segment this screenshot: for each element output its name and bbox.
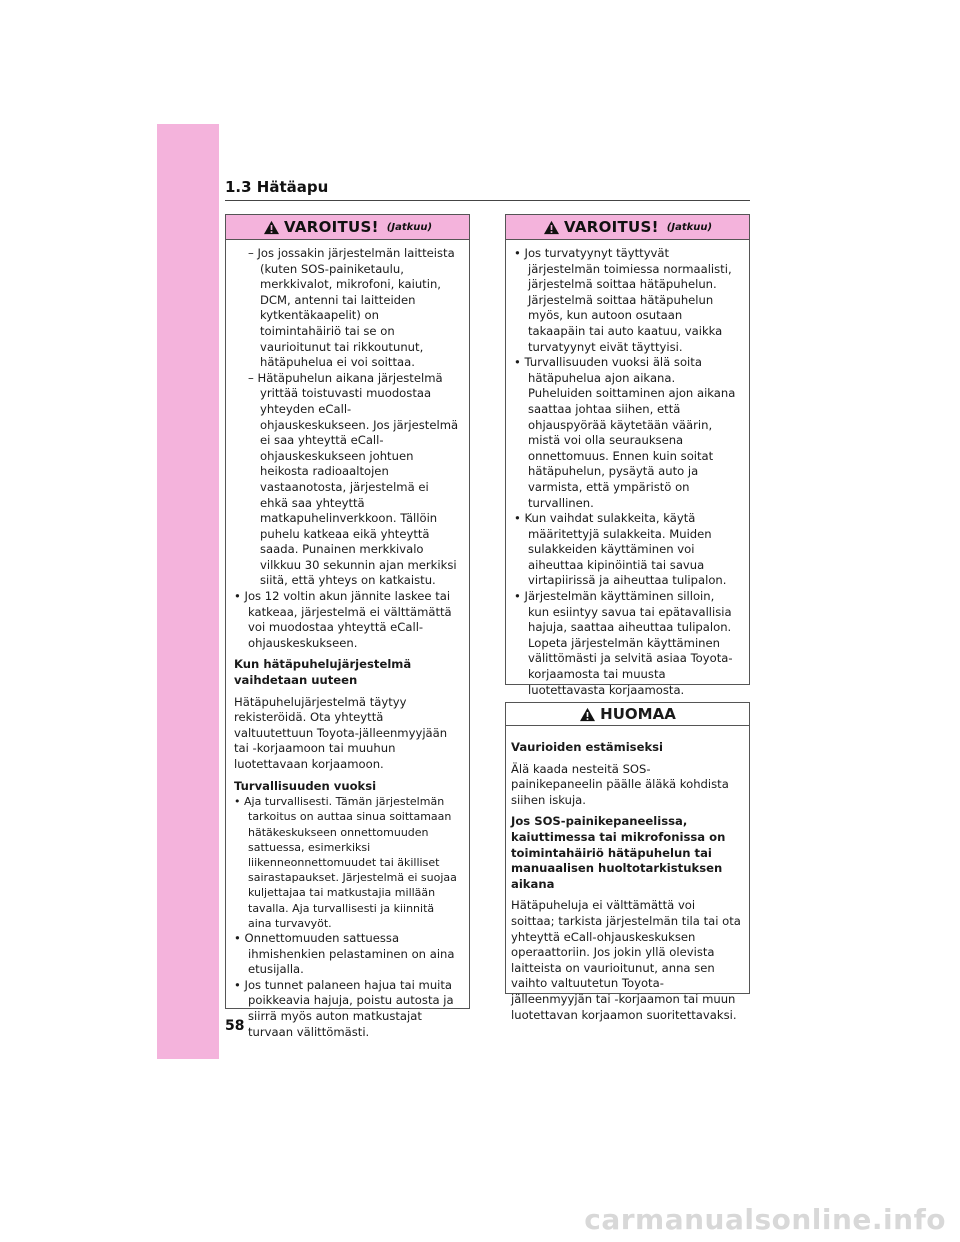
bullet-item: • Jos tunnet palaneen hajua tai muita poikkeavia hajuja, poistu autosta ja siirrä myös auton matkustajat turvaan välittömästi. xyxy=(234,977,454,1039)
bullet-item: • Järjestelmän käyttäminen silloin, kun esiintyy savua tai epätavallisia hajuja, saattaa aiheuttaa tulipalon. Lopeta järjestelmän käyttäminen välittömästi ja selvitä asiaa Toyota-korjaamosta tai muusta luotettavasta korjaamosta. xyxy=(514,589,733,697)
warning-title: VAROITUS! xyxy=(563,218,659,236)
warning-title: VAROITUS! xyxy=(283,218,379,236)
subheading: Kun hätäpuhelujärjestelmä vaihdetaan uuteen xyxy=(234,657,412,688)
paragraph: Älä kaada nesteitä SOS-painikepaneelin päälle äläkä kohdista siihen iskuja. xyxy=(511,761,729,807)
bullet-item: • Onnettomuuden sattuessa ihmishenkien pelastaminen on aina etusijalla. xyxy=(234,931,455,977)
bullet-item: • Jos turvatyynyt täyttyvät järjestelmän toimiessa normaalisti, järjestelmä soittaa hätäpuhelun. Järjestelmä soittaa hätäpuhelun myös, kun autoon osutaan takaapäin tai auto kaatuu, vaikka turvatyynyt eivät täyttyisi. xyxy=(514,246,732,354)
notice-body xyxy=(506,726,749,1031)
notice-box-header xyxy=(506,703,749,726)
subheading: Jos SOS-painikepaneelissa, kaiuttimessa tai mikrofonissa on toimintahäiriö hätäpuhelun tai manuaalisen huoltotarkistuksen aikana xyxy=(511,814,726,891)
warning-body xyxy=(226,240,469,1048)
caution-triangle-icon xyxy=(579,707,596,722)
warning-triangle-icon xyxy=(263,220,280,235)
dash-item: – Hätäpuhelun aikana järjestelmä yrittää toistuvasti muodostaa yhteyden eCall-ohjauskeskukseen. Jos järjestelmä ei saa yhteyttä eCall-ohjauskeskukseen johtuen heikosta radioaaltojen vastaanotosta, järjestelmä ei ehkä saa yhteyttä matkapuhelinverkkoon. Tällöin puhelu katkeaa eikä yhteyttä saada. Punainen merkkivalo vilkkuu 30 sekunnin ajan merkiksi siitä, että yhteys on katkaistu. xyxy=(248,370,459,588)
dash-item: – Jos jossakin järjestelmän laitteista (kuten SOS-painiketaulu, merkkivalot, mikrofoni, kaiutin, DCM, antenni tai laitteiden kytkentäkaapelit) on toimintahäiriö tai se on vaurioitunut tai rikkoutunut, hätäpuhelua ei voi soittaa. xyxy=(248,246,455,370)
warning-box-header xyxy=(226,215,469,240)
bullet-item: • Aja turvallisesti. Tämän järjestelmän tarkoitus on auttaa sinua soittamaan hätäkeskukseen onnettomuuden sattuessa, esimerkiksi liikenneonnettomuudet tai äkilliset sairastapaukset. Järjestelmä ei suojaa kuljettajaa tai matkustajia millään tavalla. Aja turvallisesti ja kiinnitä aina turvavyöt. xyxy=(234,795,457,930)
section-header: 1.3 Hätäapu xyxy=(225,178,750,201)
watermark: carmanualsonline.info xyxy=(584,1203,946,1236)
continued-label: (Jatkuu) xyxy=(386,221,433,233)
notice-box xyxy=(505,702,750,1022)
warning-body xyxy=(506,240,749,706)
page-number: 58 xyxy=(225,1018,245,1034)
warning-box-header xyxy=(506,215,749,240)
bullet-item: • Jos 12 voltin akun jännite laskee tai katkeaa, järjestelmä ei välttämättä voi muodostaa yhteyttä eCall-ohjauskeskukseen. xyxy=(234,589,452,650)
subheading: Vaurioiden estämiseksi xyxy=(511,740,664,754)
warning-triangle-icon xyxy=(543,220,560,235)
paragraph: Hätäpuheluja ei välttämättä voi soittaa; tarkista järjestelmän tila tai ota yhteyttä eCall-ohjauskeskuksen operaattoriin. Jos jokin yllä olevista laitteista on vaurioitunut, anna sen vaihto valtuutetun Toyota-jälleenmyyjän tai -korjaamon tai muun luotettavan korjaamon suoritettavaksi. xyxy=(511,898,741,1022)
subheading: Turvallisuuden vuoksi xyxy=(234,778,377,793)
paragraph: Hätäpuhelujärjestelmä täytyy rekisteröidä. Ota yhteyttä valtuutettuun Toyota-jälleenmyyjään tai -korjaamoon tai muuhun luotettavaan korjaamoon. xyxy=(234,694,448,771)
warning-box-right xyxy=(505,214,750,697)
notice-title: HUOMAA xyxy=(600,705,676,723)
side-color-band xyxy=(157,124,219,1059)
continued-label: (Jatkuu) xyxy=(666,221,713,233)
bullet-item: • Turvallisuuden vuoksi älä soita hätäpuhelua ajon aikana. Puheluiden soittaminen ajon aikana saattaa johtaa siihen, että ohjauspyörää käytetään väärin, mistä voi olla seurauksena onnettomuus. Ennen kuin soitat hätäpuhelun, pysäytä auto ja varmista, että ympäristö on turvallinen. xyxy=(514,355,736,510)
bullet-item: • Kun vaihdat sulakkeita, käytä määritettyjä sulakkeita. Muiden sulakkeiden käyttäminen voi aiheuttaa kipinöintiä tai savua virtapiirissä ja aiheuttaa tulipalon. xyxy=(514,511,727,588)
